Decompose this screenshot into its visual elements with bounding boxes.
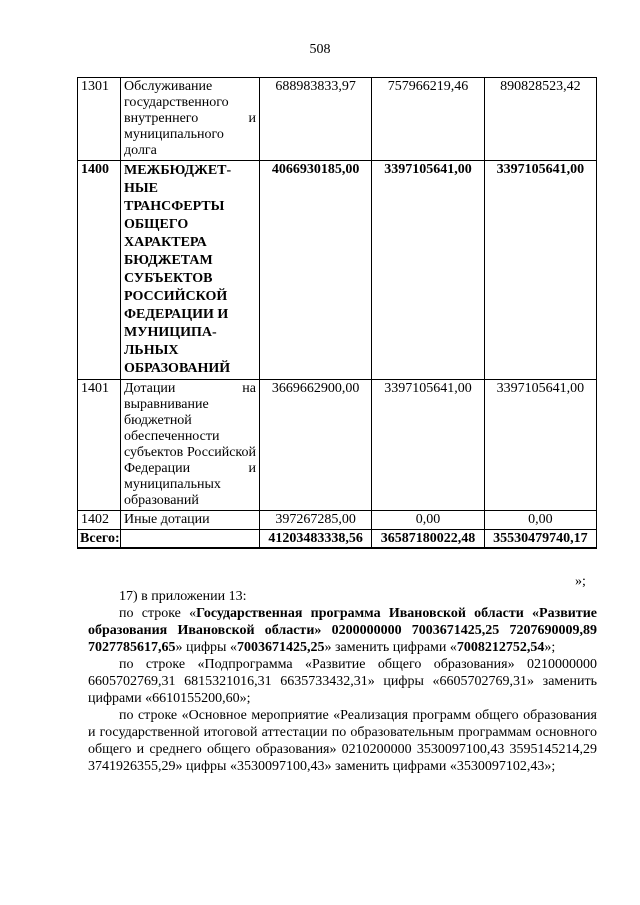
row-value-3: 3397105641,00 [484, 380, 596, 511]
program-line-bold: Государственная программа Ивановской области «Развитие образования Ивановской области» 0200000000 7003671425,25 7207690009,89 7027785617,65 [88, 606, 597, 655]
text-run: » цифры « [175, 640, 237, 655]
row-code: 1301 [78, 78, 121, 161]
total-value-3: 35530479740,17 [484, 530, 596, 549]
page-number: 508 [309, 42, 331, 57]
paragraph-state-program [88, 605, 597, 656]
table-total-row [78, 530, 597, 549]
row-name: Дотации на выравнивание бюджетной обеспеченности субъектов Российской Федерации и муниципальных образований [121, 380, 260, 511]
row-value-1: 4066930185,00 [260, 161, 372, 380]
amendment-text [88, 588, 597, 775]
table-row [78, 380, 597, 511]
old-value-bold: 7003671425,25 [236, 640, 325, 655]
row-name: Иные дотации [121, 511, 260, 530]
row-code: 1402 [78, 511, 121, 530]
total-value-2: 36587180022,48 [372, 530, 484, 549]
table-row [78, 78, 597, 161]
total-label: Всего: [78, 530, 121, 549]
row-value-1: 397267285,00 [260, 511, 372, 530]
text-run: по строке « [119, 606, 197, 621]
row-value-2: 3397105641,00 [372, 161, 484, 380]
row-value-3: 0,00 [484, 511, 596, 530]
row-name: Обслуживание государственного внутреннего и муниципального долга [121, 78, 260, 161]
total-spacer [121, 530, 260, 549]
row-value-2: 0,00 [372, 511, 484, 530]
table-body [78, 78, 597, 549]
row-value-3: 3397105641,00 [484, 161, 596, 380]
closing-quote: »; [575, 574, 586, 589]
text-run: »; [544, 640, 556, 655]
budget-table [77, 77, 597, 549]
table-row [78, 161, 597, 380]
row-name: МЕЖБЮДЖЕТ-НЫЕ ТРАНСФЕРТЫ ОБЩЕГО ХАРАКТЕРА БЮДЖЕТАМ СУБЪЕКТОВ РОССИЙСКОЙ ФЕДЕРАЦИИ И МУНИЦИПА-ЛЬНЫХ ОБРАЗОВАНИЙ [121, 161, 260, 380]
row-value-1: 688983833,97 [260, 78, 372, 161]
row-value-2: 757966219,46 [372, 78, 484, 161]
paragraph-item-17: 17) в приложении 13: [119, 589, 247, 604]
row-value-3: 890828523,42 [484, 78, 596, 161]
total-value-1: 41203483338,56 [260, 530, 372, 549]
paragraph-main-activity: по строке «Основное мероприятие «Реализация программ общего образования и государственной итоговой аттестации по образовательным программам основного общего и среднего общего образования» 0210200000 3530097100,43 3595145214,29 3741926355,29» цифры «3530097100,43» заменить цифрами «3530097102,43»; [88, 708, 597, 774]
table-row [78, 511, 597, 530]
row-value-2: 3397105641,00 [372, 380, 484, 511]
new-value-bold: 7008212752,54 [456, 640, 545, 655]
row-code: 1400 [78, 161, 121, 380]
row-code: 1401 [78, 380, 121, 511]
text-run: » заменить цифрами « [324, 640, 457, 655]
row-value-1: 3669662900,00 [260, 380, 372, 511]
paragraph-subprogram: по строке «Подпрограмма «Развитие общего образования» 0210000000 6605702769,31 6815321016,31 6635733432,31» цифры «6605702769,31» заменить цифрами «6610155200,60»; [88, 657, 597, 706]
